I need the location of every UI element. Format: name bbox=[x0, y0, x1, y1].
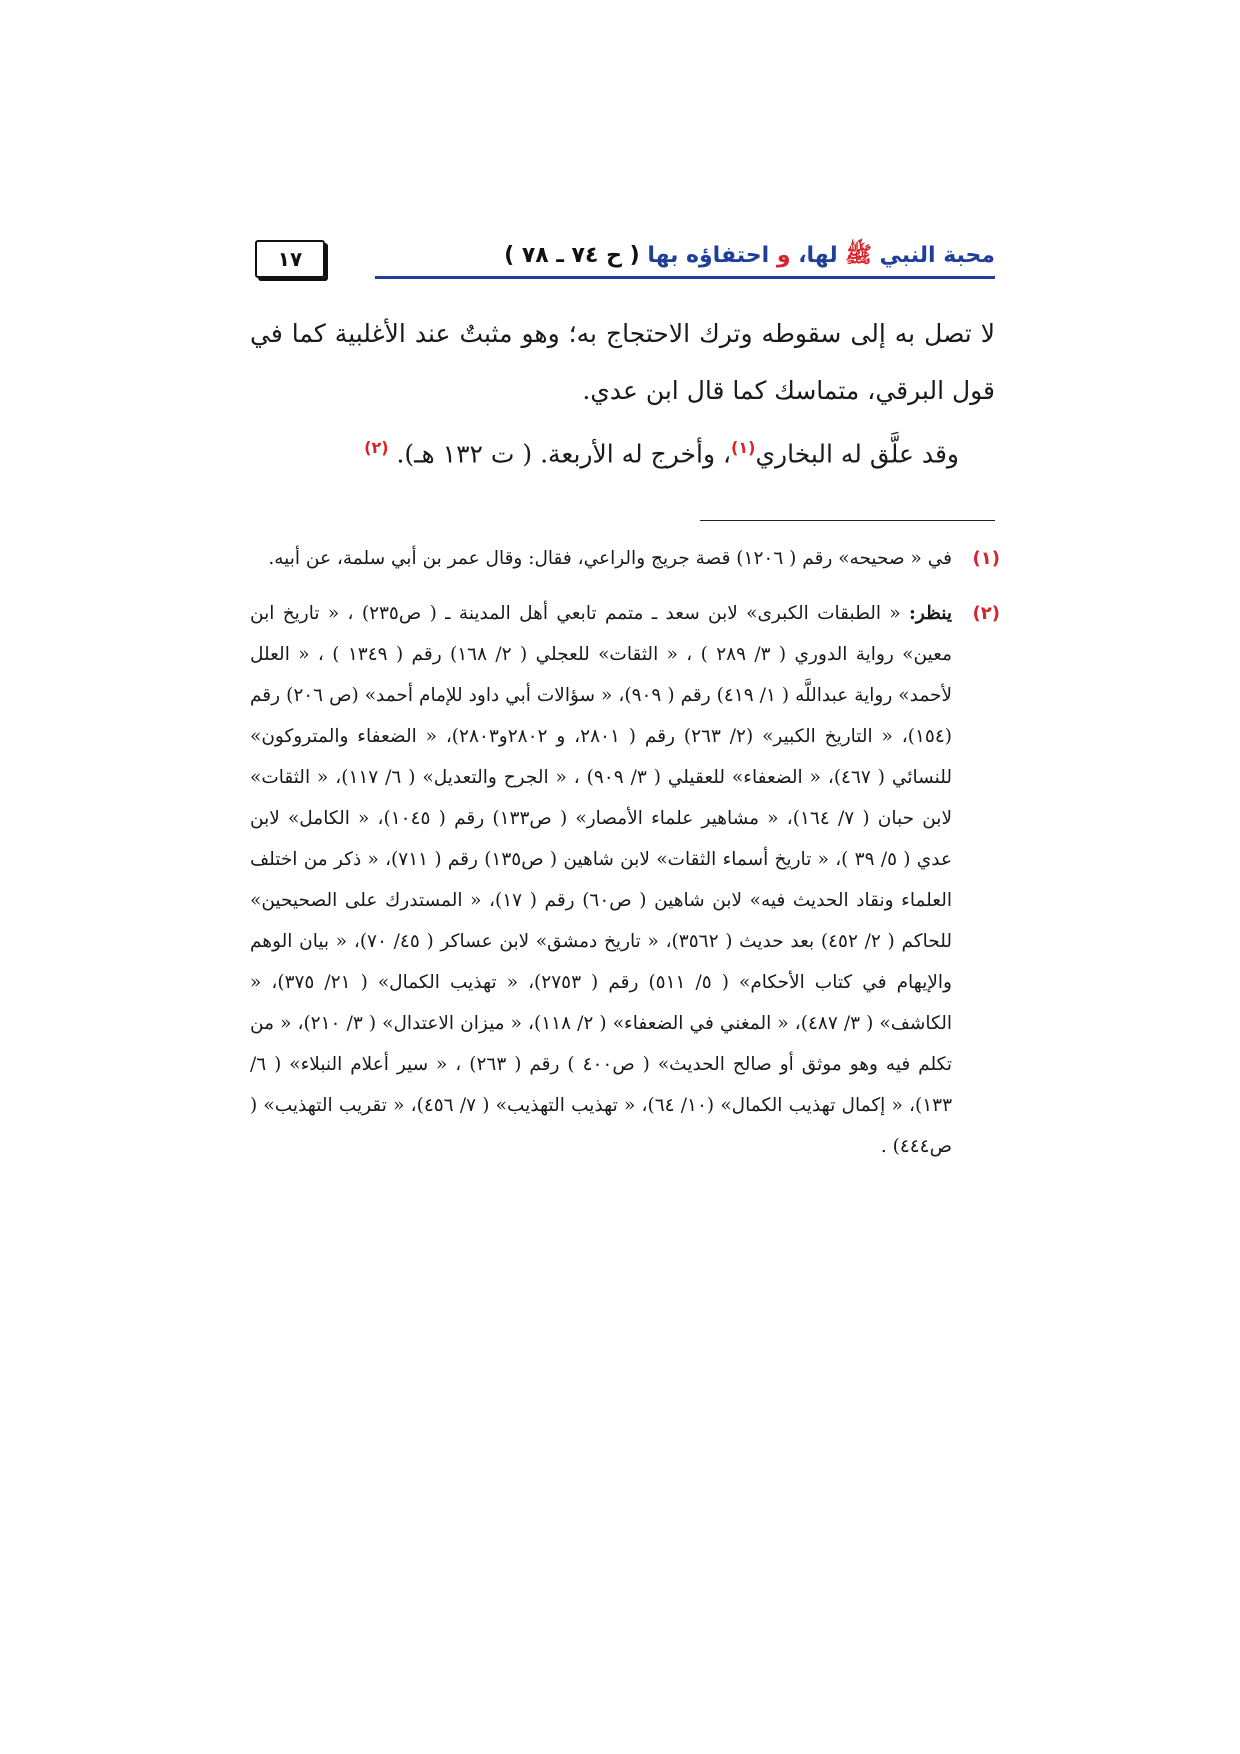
footnote-number: (٢) bbox=[972, 603, 1000, 624]
header-salutation: ﷺ bbox=[845, 243, 872, 268]
footnote-text: في « صحيحه» رقم ( ١٢٠٦) قصة جريج والراعي، فقال: وقال عمر بن أبي سلمة، عن أبيه. bbox=[268, 548, 952, 569]
main-text bbox=[250, 305, 995, 482]
page-header bbox=[255, 240, 995, 276]
header-title-part1: محبة النبي bbox=[879, 243, 995, 268]
page-number: ١٧ bbox=[255, 240, 325, 278]
footnotes bbox=[250, 538, 1000, 1181]
footnote-text: « الطبقات الكبرى» لابن سعد ـ متمم تابعي أهل المدينة ـ ( ص٢٣٥) ، « تاريخ ابن معين» رواية الدوري ( ٣/ ٢٨٩ ) ، « الثقات» للعجلي ( ٢/ ١٦٨) رقم ( ١٣٤٩ ) ، « العلل لأحمد» رواية عبداللَّه ( ١/ ٤١٩) رقم ( ٩٠٩)، « سؤالات أبي داود للإمام أحمد» (ص ٢٠٦) رقم (١٥٤)، « التاريخ الكبير» (٢/ ٢٦٣) رقم ( ٢٨٠١، و ٢٨٠٢و٢٨٠٣)، « الضعفاء والمتروكون» للنسائي ( ٤٦٧)، « الضعفاء» للعقيلي ( ٣/ ٩٠٩) ، « الجرح والتعديل» ( ٦/ ١١٧)، « الثقات» لابن حبان ( ٧/ ١٦٤)، « مشاهير علماء الأمصار» ( ص١٣٣) رقم ( ١٠٤٥)، « الكامل» لابن عدي ( ٥/ ٣٩ )، « تاريخ أسماء الثقات» لابن شاهين ( ص١٣٥) رقم ( ٧١١)، « ذكر من اختلف العلماء ونقاد الحديث فيه» لابن شاهين ( ص٦٠) رقم ( ١٧)، « المستدرك على الصحيحين» للحاكم ( ٢/ ٤٥٢) بعد حديث ( ٣٥٦٢)، « تاريخ دمشق» لابن عساكر ( ٤٥/ ٧٠)، « بيان الوهم والإيهام في كتاب الأحكام» ( ٥/ ٥١١) رقم ( ٢٧٥٣)، « تهذيب الكمال» ( ٢١/ ٣٧٥)، « الكاشف» ( ٣/ ٤٨٧)، « المغني في الضعفاء» ( ٢/ ١١٨)، « ميزان الاعتدال» ( ٣/ ٢١٠)، « من تكلم فيه وهو موثق أو صالح الحديث» ( ص٤٠٠ ) رقم ( ٢٦٣) ، « سير أعلام النبلاء» ( ٦/ ١٣٣)، « إكمال تهذيب الكمال» (١٠/ ٦٤)، « تهذيب التهذيب» ( ٧/ ٤٥٦)، « تقريب التهذيب» ( ص٤٤٤) . bbox=[250, 603, 953, 1157]
header-underline bbox=[375, 276, 995, 279]
body-paragraph-2 bbox=[250, 419, 995, 482]
footnote-body bbox=[250, 593, 952, 1167]
header-title-part2: لها، bbox=[798, 243, 838, 268]
header-title bbox=[504, 240, 995, 272]
body-text-after-ref1: ، وأخرج له الأربعة. ( ت ١٣٢ هـ). bbox=[396, 439, 732, 469]
footnote-number: (١) bbox=[972, 548, 1000, 569]
body-paragraph-1: لا تصل به إلى سقوطه وترك الاحتجاج به؛ وهو مثبتٌ عند الأغلبية كما في قول البرقي، متماسك كما قال ابن عدي. bbox=[250, 319, 995, 405]
footnote-label: ينظر: bbox=[909, 603, 952, 624]
footnote-1 bbox=[250, 538, 1000, 579]
footnote-ref-2[interactable]: (٢) bbox=[364, 438, 389, 457]
header-title-part3: و bbox=[776, 243, 791, 268]
header-title-part4: احتفاؤه بها bbox=[647, 243, 770, 268]
body-text-before-ref1: وقد علَّق له البخاري bbox=[755, 439, 959, 469]
footnote-ref-1[interactable]: (١) bbox=[731, 438, 756, 457]
footnote-separator bbox=[700, 520, 995, 521]
footnote-2 bbox=[250, 593, 1000, 1167]
header-hadith-range: ( ح ٧٤ ـ ٧٨ ) bbox=[504, 243, 640, 268]
